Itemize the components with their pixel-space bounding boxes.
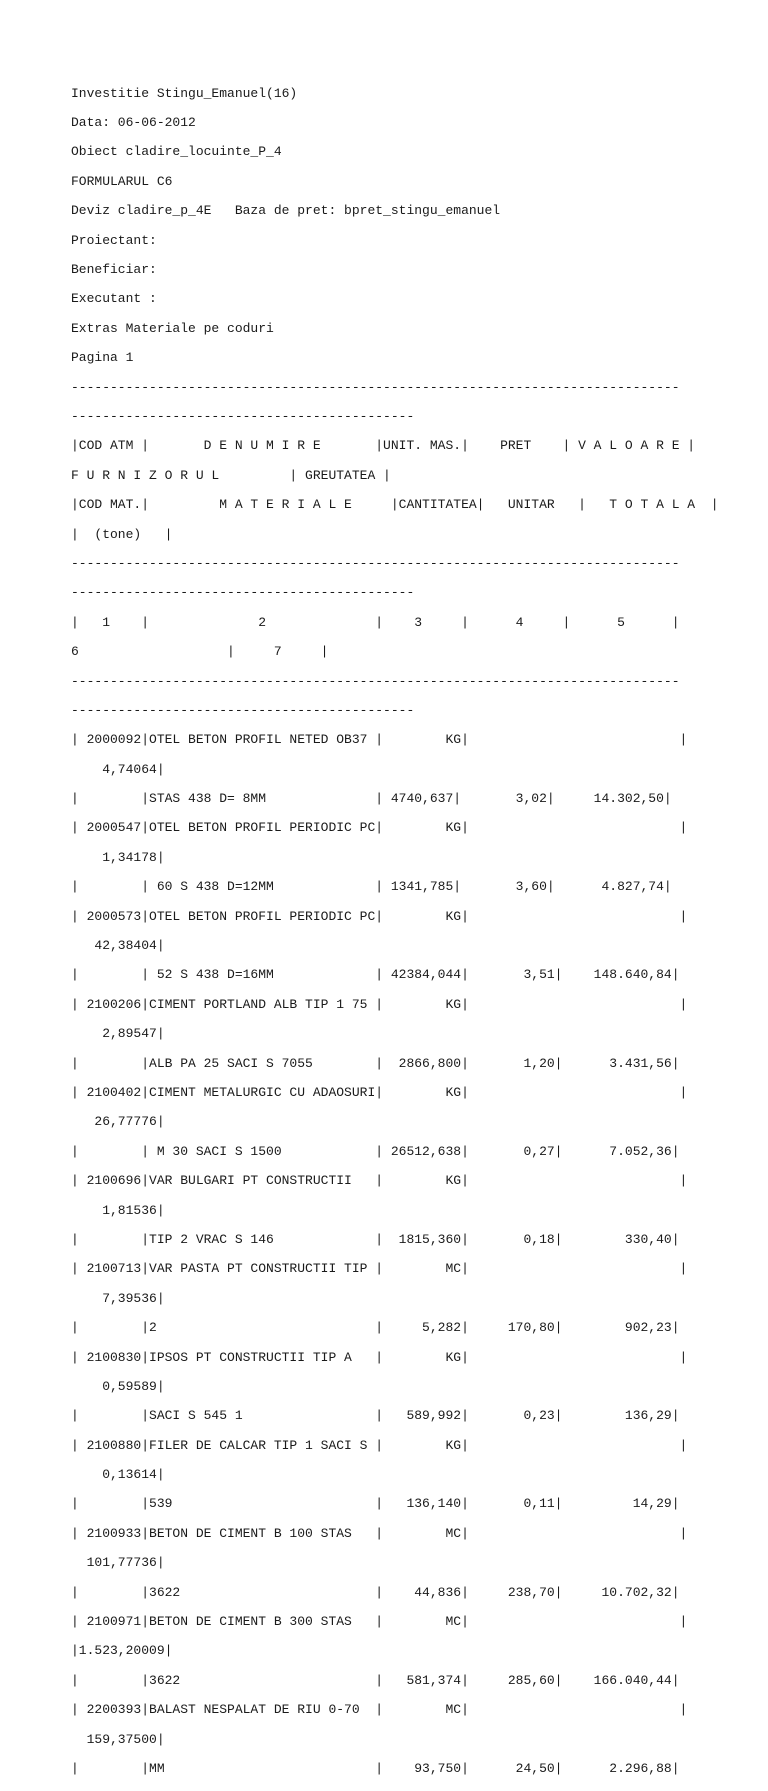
table-row: | |2 | 5,282| 170,80| 902,23| xyxy=(71,1320,680,1336)
separator-line: -------------------------------------------- xyxy=(71,585,415,601)
table-row: 4,74064| xyxy=(71,761,165,777)
table-row: | 2000547|OTEL BETON PROFIL PERIODIC PC| KG| | xyxy=(71,820,688,836)
table-row: |1.523,20009| xyxy=(71,1643,173,1659)
separator-line: ------------------------------------------------------------------------------ xyxy=(71,379,680,395)
table-row: | 2100206|CIMENT PORTLAND ALB TIP 1 75 | KG| | xyxy=(71,996,688,1012)
table-row: | | 52 S 438 D=16MM | 42384,044| 3,51| 148.640,84| xyxy=(71,967,680,983)
table-row: 1,34178| xyxy=(71,849,165,865)
column-header-row: F U R N I Z O R U L | GREUTATEA | xyxy=(71,467,391,483)
separator-line: -------------------------------------------- xyxy=(71,409,415,424)
table-row: 0,59589| xyxy=(71,1378,165,1394)
extract-title: Extras Materiale pe coduri xyxy=(71,320,274,336)
table-row: | 2100933|BETON DE CIMENT B 100 STAS | MC| | xyxy=(71,1525,688,1541)
table-row: 42,38404| xyxy=(71,938,165,954)
contractor-line: Executant : xyxy=(71,291,157,307)
estimate-line: Deviz cladire_p_4E Baza de pret: bpret_stingu_emanuel xyxy=(71,203,501,219)
column-header-row: |COD ATM | D E N U M I R E |UNIT. MAS.| PRET | V A L O A R E | xyxy=(71,438,696,454)
table-row: 1,81536| xyxy=(71,1202,165,1218)
table-row: | 2200393|BALAST NESPALAT DE RIU 0-70 | MC| | xyxy=(71,1702,688,1718)
table-row: | |TIP 2 VRAC S 146 | 1815,360| 0,18| 330,40| xyxy=(71,1231,680,1247)
table-row: | 2100696|VAR BULGARI PT CONSTRUCTII | KG| | xyxy=(71,1173,688,1189)
table-row: | |3622 | 581,374| 285,60| 166.040,44| xyxy=(71,1672,680,1688)
table-row: | 2100880|FILER DE CALCAR TIP 1 SACI S | KG| | xyxy=(71,1437,688,1453)
separator-line: ------------------------------------------------------------------------------ xyxy=(71,673,680,689)
table-row: 7,39536| xyxy=(71,1290,165,1306)
table-row: | 2100402|CIMENT METALURGIC CU ADAOSURI| KG| | xyxy=(71,1084,688,1100)
column-number-row: | 1 | 2 | 3 | 4 | 5 | xyxy=(71,614,680,630)
table-row: 0,13614| xyxy=(71,1467,165,1483)
form-line: FORMULARUL C6 xyxy=(71,173,173,189)
investment-line: Investitie Stingu_Emanuel(16) xyxy=(71,85,298,101)
object-line: Obiect cladire_locuinte_P_4 xyxy=(71,144,282,160)
table-row: | |539 | 136,140| 0,11| 14,29| xyxy=(71,1496,680,1512)
table-row: 26,77776| xyxy=(71,1114,165,1130)
table-row: | |ALB PA 25 SACI S 7055 | 2866,800| 1,20| 3.431,56| xyxy=(71,1055,680,1071)
column-number-row: 6 | 7 | xyxy=(71,644,329,660)
table-row: | |MM | 93,750| 24,50| 2.296,88| xyxy=(71,1760,680,1776)
beneficiary-line: Beneficiar: xyxy=(71,262,157,278)
table-row: | |SACI S 545 1 | 589,992| 0,23| 136,29| xyxy=(71,1408,680,1424)
table-row: | | 60 S 438 D=12MM | 1341,785| 3,60| 4.827,74| xyxy=(71,879,672,895)
date-line: Data: 06-06-2012 xyxy=(71,115,196,131)
column-header-row: | (tone) | xyxy=(71,526,173,542)
table-row: | | M 30 SACI S 1500 | 26512,638| 0,27| 7.052,36| xyxy=(71,1143,680,1159)
separator-line: ------------------------------------------------------------------------------ xyxy=(71,555,680,571)
table-row: | 2000092|OTEL BETON PROFIL NETED OB37 | KG| | xyxy=(71,732,688,748)
table-row: | 2100713|VAR PASTA PT CONSTRUCTII TIP | MC| | xyxy=(71,1261,688,1277)
table-row: 101,77736| xyxy=(71,1555,165,1571)
page-number: Pagina 1 xyxy=(71,350,134,366)
table-row: | 2000573|OTEL BETON PROFIL PERIODIC PC| KG| | xyxy=(71,908,688,924)
column-header-row: |COD MAT.| M A T E R I A L E |CANTITATEA| UNITAR | T O T A L A | xyxy=(71,497,719,513)
designer-line: Proiectant: xyxy=(71,232,157,248)
separator-line: -------------------------------------------- xyxy=(71,702,415,718)
table-row: 2,89547| xyxy=(71,1026,165,1042)
table-row: | |STAS 438 D= 8MM | 4740,637| 3,02| 14.302,50| xyxy=(71,791,672,807)
materials-extract-report xyxy=(71,72,719,1791)
table-row: | 2100830|IPSOS PT CONSTRUCTII TIP A | KG| | xyxy=(71,1349,688,1365)
table-row: | |3622 | 44,836| 238,70| 10.702,32| xyxy=(71,1584,680,1600)
table-row: 159,37500| xyxy=(71,1731,165,1747)
table-row: | 2100971|BETON DE CIMENT B 300 STAS | MC| | xyxy=(71,1614,688,1630)
